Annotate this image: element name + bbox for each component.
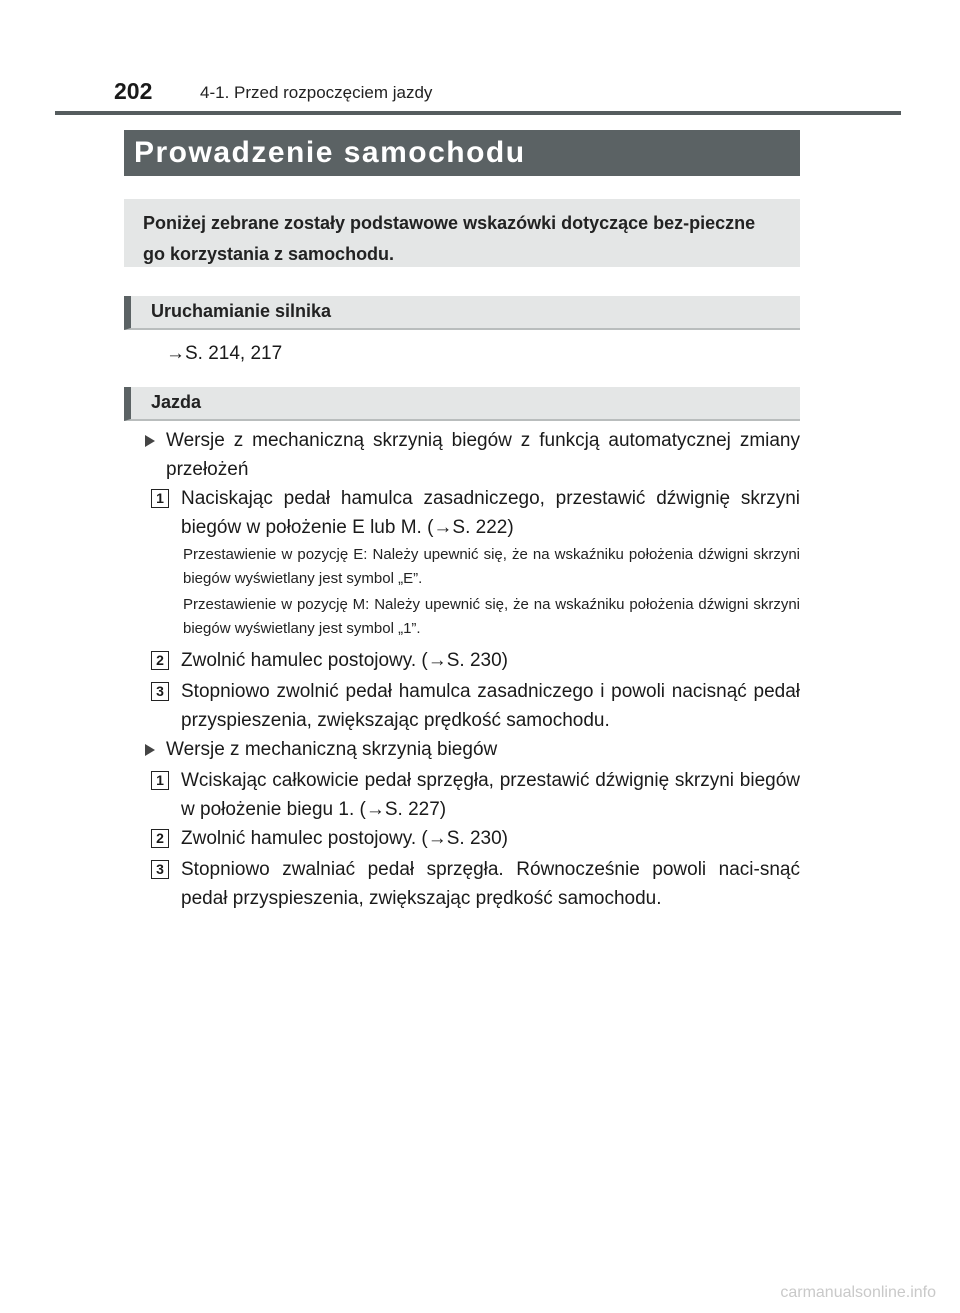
step-text: Naciskając pedał hamulca zasadniczego, przestawić dźwignię skrzyni biegów w położenie E lub M. (→S. 222) — [181, 488, 800, 538]
step-text: Stopniowo zwalniać pedał sprzęgła. Równocześnie powoli naci-snąć pedał przyspieszenia, zwiększając prędkość samochodu. — [181, 859, 800, 909]
section-heading-engine: Uruchamianie silnika — [124, 296, 800, 330]
intro-box: Poniżej zebrane zostały podstawowe wskazówki dotyczące bez-pieczne go korzystania z samochodu. — [124, 199, 800, 267]
step-text: Wciskając całkowicie pedał sprzęgła, przestawić dźwignię skrzyni biegów w położenie biegu 1. (→S. 227) — [181, 770, 800, 820]
section-heading-driving: Jazda — [124, 387, 800, 421]
step-number-badge: 1 — [151, 489, 169, 508]
step-note: Przestawienie w pozycję E: Należy upewnić się, że na wskaźniku położenia dźwigni skrzyni biegów wyświetlany jest symbol „E”. — [183, 546, 800, 587]
header-divider — [55, 111, 901, 115]
step-item — [151, 766, 800, 824]
page-title: Prowadzenie samochodu — [124, 130, 800, 176]
engine-page-reference: →S. 214, 217 — [166, 343, 283, 364]
chapter-title: 4-1. Przed rozpoczęciem jazdy — [200, 83, 433, 102]
step-number-badge: 1 — [151, 771, 169, 790]
step-number-badge: 3 — [151, 682, 169, 701]
step-number-badge: 2 — [151, 651, 169, 670]
step-item — [151, 484, 800, 542]
variant-title-text: Wersje z mechaniczną skrzynią biegów — [166, 739, 498, 760]
variant-title-text: Wersje z mechaniczną skrzynią biegów z funkcją automatycznej zmiany przełożeń — [166, 430, 800, 480]
step-number-badge: 3 — [151, 860, 169, 879]
variant-title-auto — [145, 426, 800, 484]
step-text: Stopniowo zwolnić pedał hamulca zasadniczego i powoli nacisnąć pedał przyspieszenia, zwiększając prędkość samochodu. — [181, 681, 800, 731]
step-item — [151, 855, 800, 913]
triangle-bullet-icon — [145, 435, 155, 447]
step-item — [151, 677, 800, 735]
variant-title-manual — [145, 735, 800, 764]
step-item — [151, 824, 800, 853]
step-text: Zwolnić hamulec postojowy. (→S. 230) — [181, 828, 508, 849]
step-note: Przestawienie w pozycję M: Należy upewnić się, że na wskaźniku położenia dźwigni skrzyni biegów wyświetlany jest symbol „1”. — [183, 596, 800, 637]
step-number-badge: 2 — [151, 829, 169, 848]
page-number: 202 — [114, 78, 153, 104]
step-text: Zwolnić hamulec postojowy. (→S. 230) — [181, 650, 508, 671]
triangle-bullet-icon — [145, 744, 155, 756]
watermark: carmanualsonline.info — [780, 1284, 936, 1301]
step-item — [151, 646, 800, 675]
